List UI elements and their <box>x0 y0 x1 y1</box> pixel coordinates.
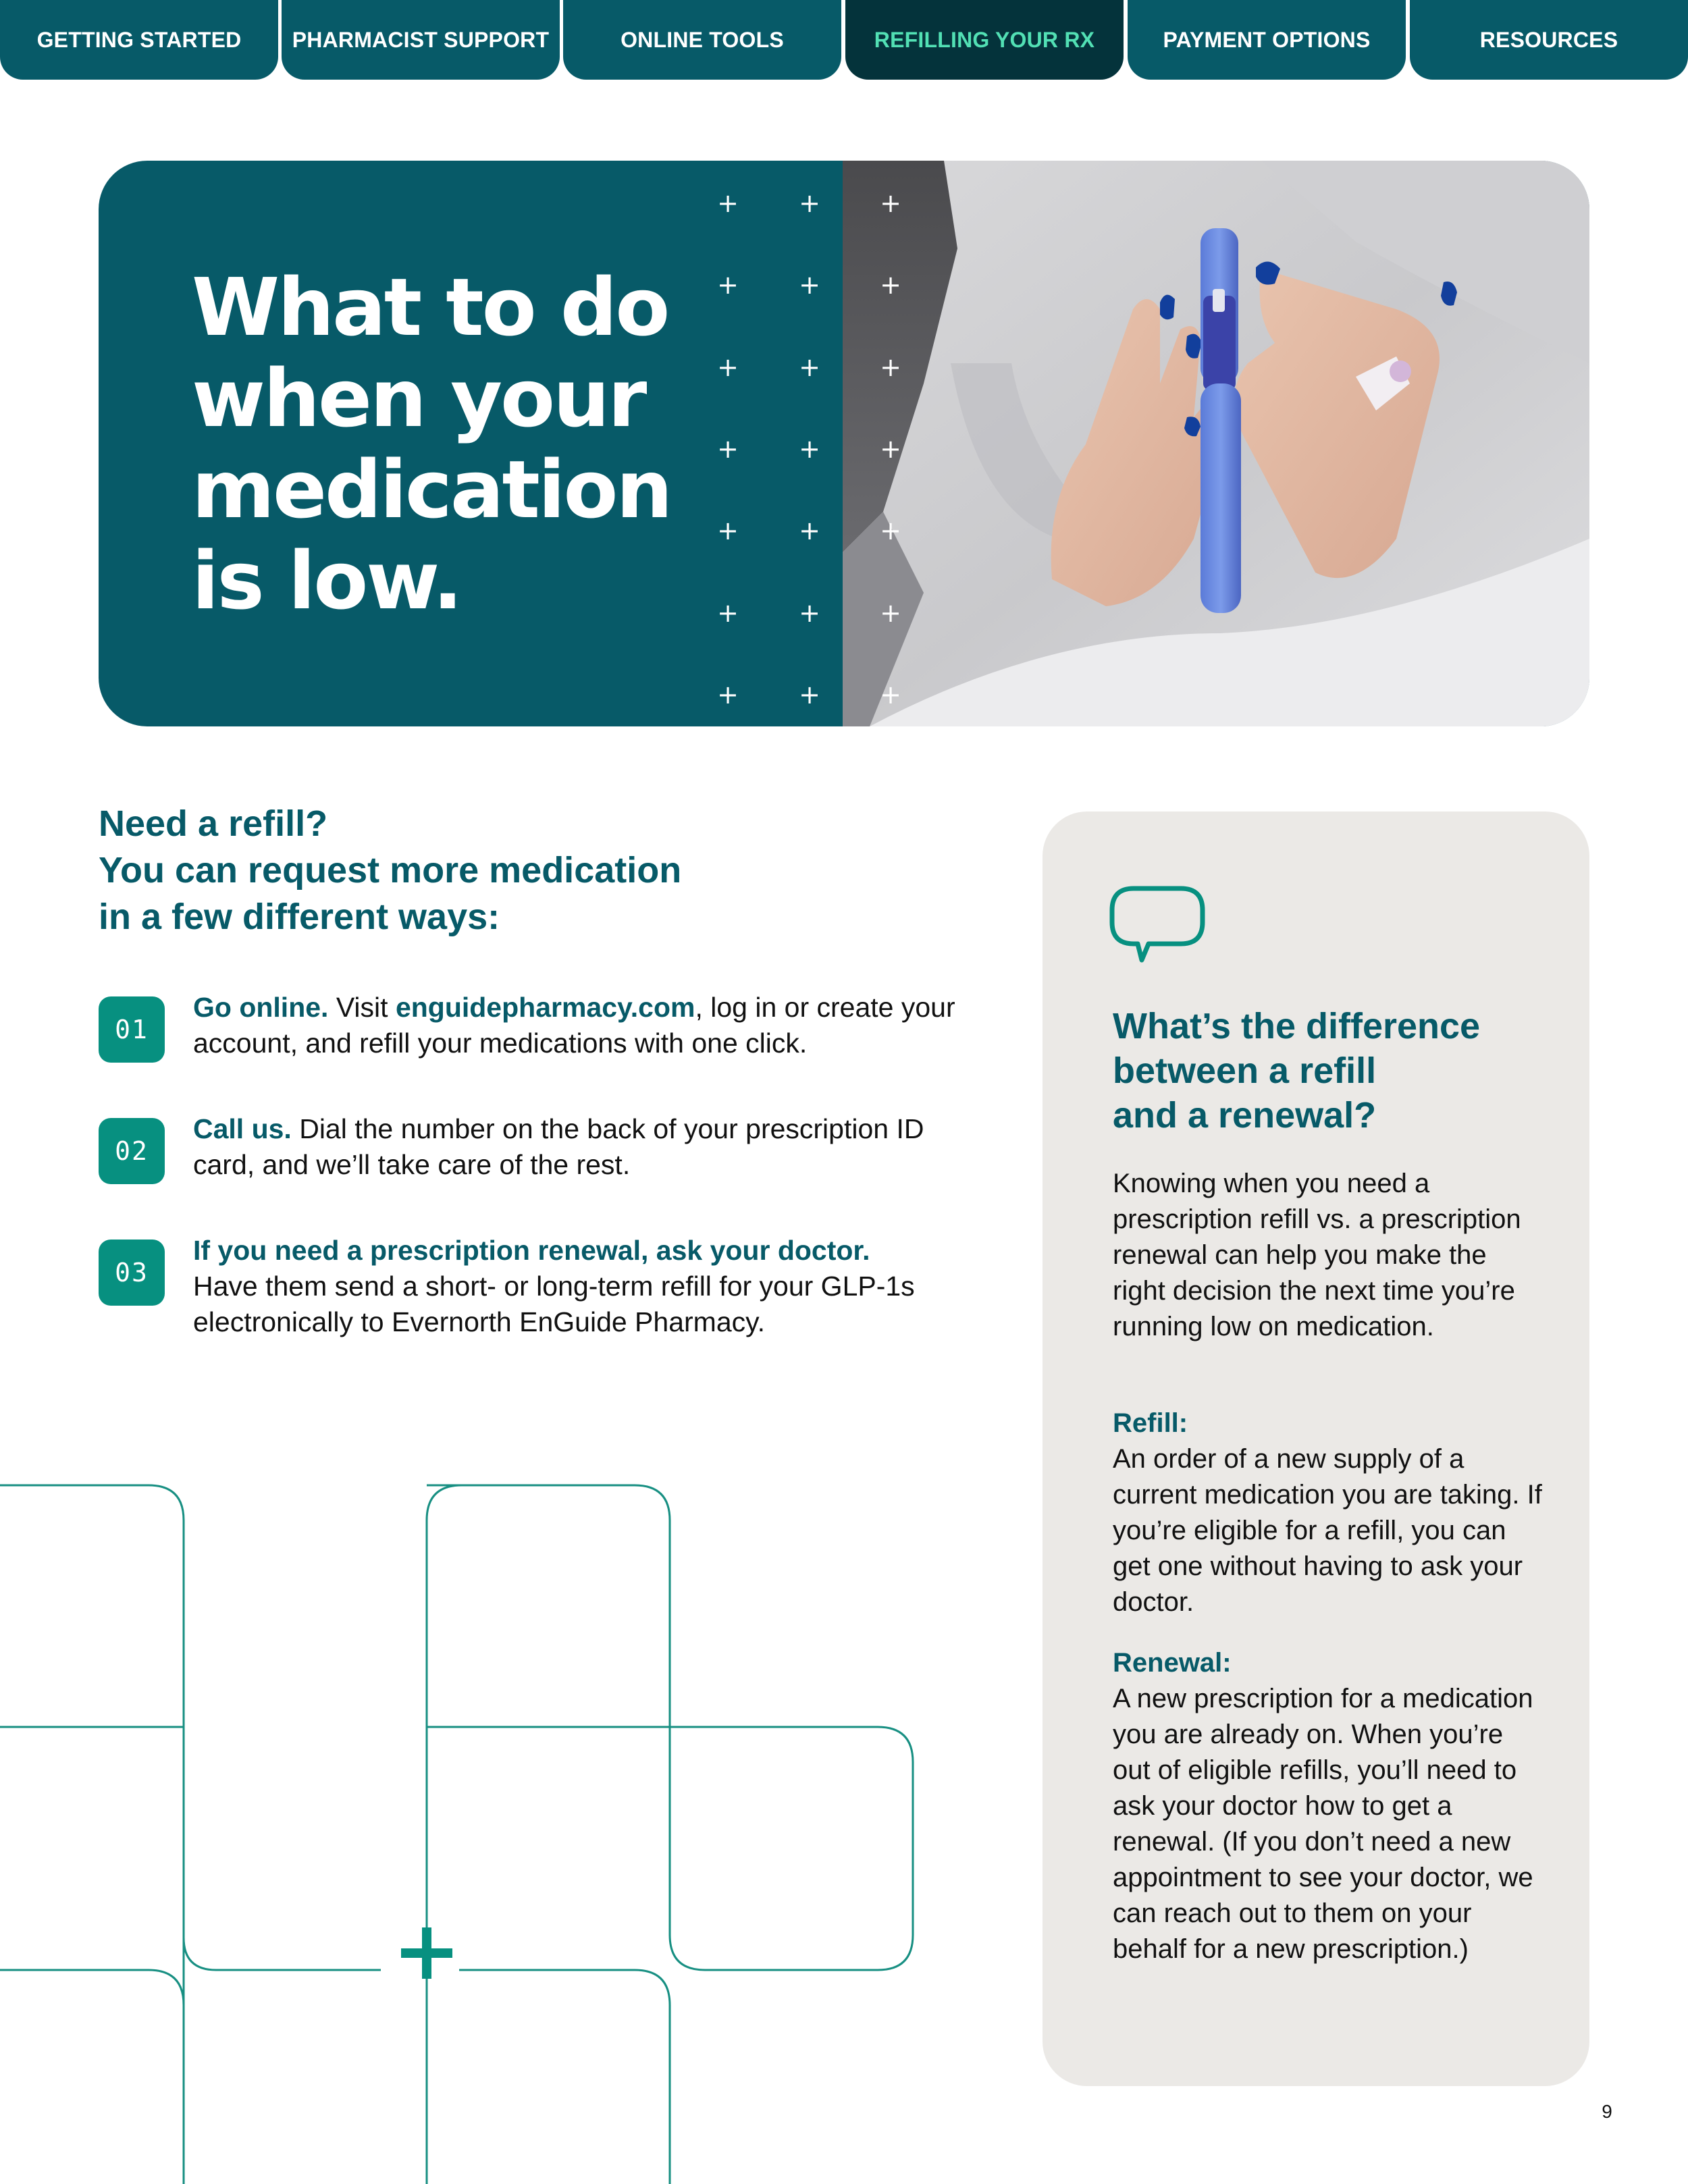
decorative-cross-outline <box>0 1472 945 2184</box>
refill-definition-label: Refill: <box>1113 1408 1188 1438</box>
card-heading-line: between a refill <box>1113 1050 1377 1091</box>
refill-definition-text: An order of a new supply of a current medication you are taking. If you’re eligible for a refill, you can get one without having to ask your doctor. <box>1113 1444 1542 1617</box>
renewal-definition-label: Renewal: <box>1113 1648 1232 1678</box>
plus-icon: + <box>717 270 739 300</box>
card-heading-line: What’s the difference <box>1113 1006 1481 1046</box>
refill-heading-line: in a few different ways: <box>99 897 500 937</box>
page-number: 9 <box>1602 2101 1612 2122</box>
plus-icon: + <box>799 516 820 545</box>
hero-title-line: What to do <box>192 261 668 354</box>
cross-plus-icon <box>401 1927 452 1979</box>
card-heading-line: and a renewal? <box>1113 1095 1377 1136</box>
plus-icon: + <box>799 680 820 710</box>
step-number-badge: 01 <box>99 996 165 1063</box>
hero-title <box>192 262 705 627</box>
tab-getting-started[interactable]: GETTING STARTED <box>0 0 278 80</box>
tab-payment-options[interactable]: PAYMENT OPTIONS <box>1128 0 1406 80</box>
hero-title-line: when your <box>192 352 645 445</box>
plus-icon: + <box>799 598 820 628</box>
plus-icon: + <box>880 680 901 710</box>
hand-holding-injection-pen-photo <box>843 161 1589 726</box>
step-body: , log in or create your account, and refill your medications with one click. <box>193 992 955 1059</box>
plus-icon: + <box>799 188 820 218</box>
step-number-badge: 03 <box>99 1240 165 1306</box>
tab-pharmacist-support[interactable]: PHARMACIST SUPPORT <box>282 0 560 80</box>
plus-icon: + <box>880 516 901 545</box>
step-text <box>193 990 990 1061</box>
plus-icon: + <box>717 680 739 710</box>
refill-heading-line: Need a refill? <box>99 803 328 844</box>
step-number-badge: 02 <box>99 1118 165 1184</box>
step-lead: Go online. <box>193 992 329 1023</box>
plus-icon: + <box>799 270 820 300</box>
hero-title-line: is low. <box>192 534 461 627</box>
step-text <box>193 1111 990 1183</box>
card-heading <box>1113 1004 1572 1138</box>
refill-heading-line: You can request more medication <box>99 850 682 890</box>
card-intro: Knowing when you need a prescription refill vs. a prescription renewal can help you make the right decision the next time you’re running low on medication. <box>1113 1169 1521 1341</box>
plus-icon: + <box>717 598 739 628</box>
step-pre-link: Visit <box>328 992 396 1023</box>
speech-bubble-icon <box>1107 882 1208 969</box>
renewal-definition-text: A new prescription for a medication you are already on. When you’re out of eligible refills, you’ll need to ask your doctor how to get a renewal. (If you don’t need a new appointment to see your doctor, we can reach out to them on your behalf for a new prescription.) <box>1113 1684 1533 1964</box>
plus-icon: + <box>717 434 739 464</box>
step-body: Have them send a short- or long-term refill for your GLP-1s electronically to Evernorth EnGuide Pharmacy. <box>193 1271 915 1337</box>
step-lead: Call us. <box>193 1113 292 1144</box>
refill-vs-renewal-card <box>1043 811 1589 2086</box>
hero-title-line: medication <box>192 443 671 536</box>
pharmacy-website-link[interactable]: enguidepharmacy.com <box>395 992 695 1023</box>
plus-icon: + <box>880 270 901 300</box>
step-text <box>193 1233 990 1340</box>
tab-resources[interactable]: RESOURCES <box>1410 0 1688 80</box>
plus-icon: + <box>880 598 901 628</box>
refill-ways-heading <box>99 801 909 940</box>
section-tabs <box>0 0 1688 80</box>
step-body: Dial the number on the back of your prescription ID card, and we’ll take care of the rest. <box>193 1113 924 1180</box>
tab-online-tools[interactable]: ONLINE TOOLS <box>563 0 841 80</box>
plus-icon: + <box>799 352 820 382</box>
tab-refilling-your-rx[interactable]: REFILLING YOUR RX <box>845 0 1124 80</box>
plus-icon: + <box>799 434 820 464</box>
plus-icon: + <box>717 188 739 218</box>
plus-icon: + <box>880 434 901 464</box>
plus-icon: + <box>880 352 901 382</box>
plus-icon: + <box>717 352 739 382</box>
plus-icon: + <box>880 188 901 218</box>
hero-banner <box>99 161 1589 726</box>
plus-icon: + <box>717 516 739 545</box>
step-lead: If you need a prescription renewal, ask your doctor. <box>193 1235 870 1266</box>
